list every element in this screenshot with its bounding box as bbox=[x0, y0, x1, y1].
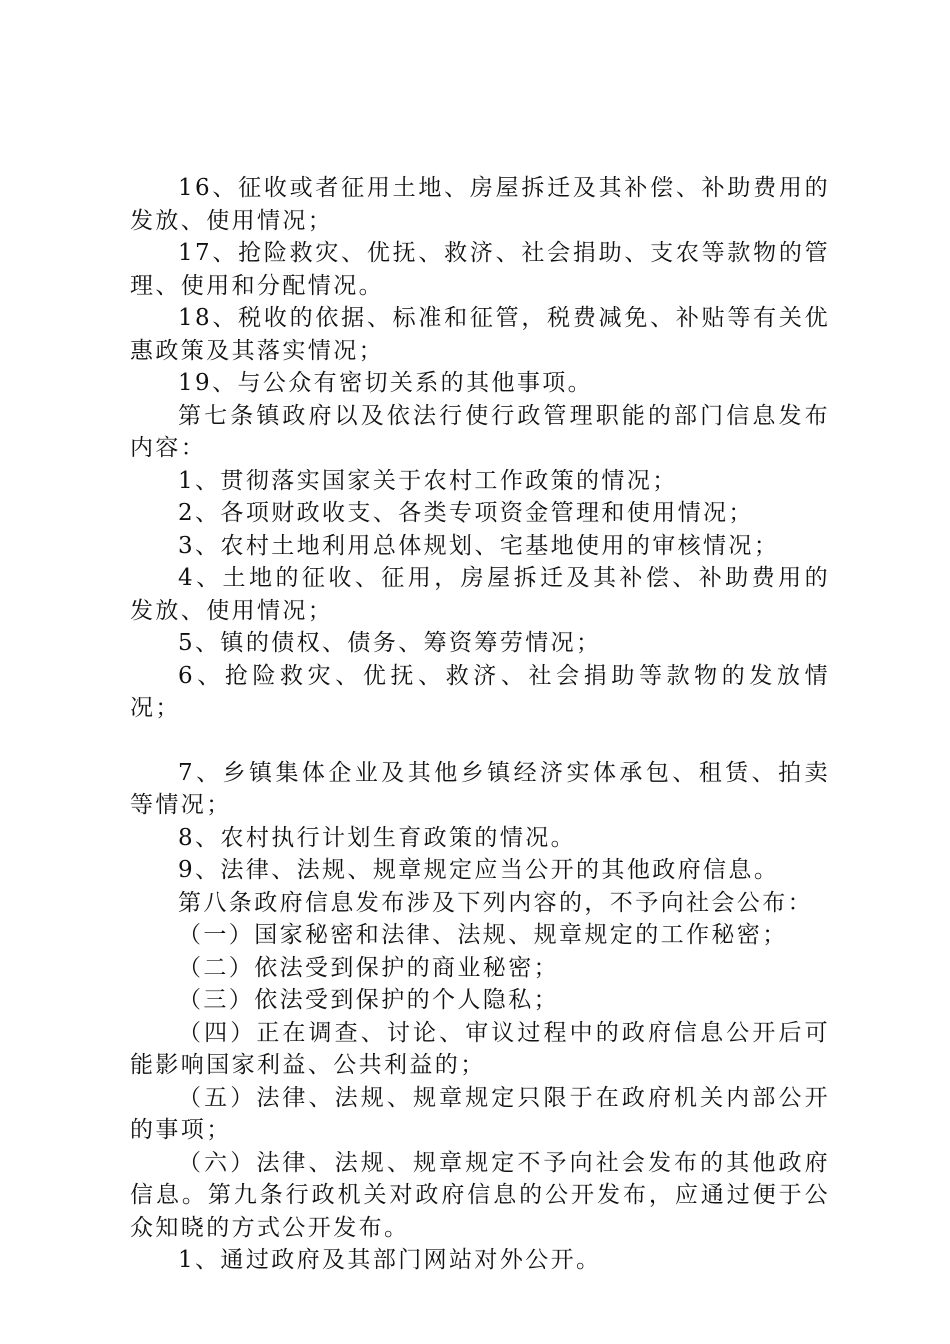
article-8-item-4: （四）正在调查、讨论、审议过程中的政府信息公开后可能影响国家利益、公共利益的； bbox=[130, 1019, 830, 1078]
paragraph-16: 16、征收或者征用土地、房屋拆迁及其补偿、补助费用的发放、使用情况； bbox=[130, 175, 830, 234]
article-9-item-1: 1、通过政府及其部门网站对外公开。 bbox=[178, 1247, 602, 1273]
article-7-item-5: 5、镇的债权、债务、筹资筹劳情况； bbox=[178, 630, 602, 656]
paragraph-19: 19、与公众有密切关系的其他事项。 bbox=[178, 370, 594, 396]
article-7-item-4: 4、土地的征收、征用，房屋拆迁及其补偿、补助费用的发放、使用情况； bbox=[130, 565, 830, 624]
article-8-item-1: （一）国家秘密和法律、法规、规章规定的工作秘密； bbox=[178, 922, 788, 948]
article-8-item-3: （三）依法受到保护的个人隐私； bbox=[178, 987, 559, 1013]
article-7-item-1: 1、贯彻落实国家关于农村工作政策的情况； bbox=[178, 467, 678, 494]
article-7-item-9: 9、法律、法规、规章规定应当公开的其他政府信息。 bbox=[178, 857, 780, 883]
article-7-item-7: 7、乡镇集体企业及其他乡镇经济实体承包、租赁、拍卖等情况； bbox=[130, 759, 830, 818]
document-body bbox=[130, 172, 830, 1277]
article-8-item-5: （五）法律、法规、规章规定只限于在政府机关内部公开的事项； bbox=[130, 1084, 830, 1143]
article-8-heading: 第八条政府信息发布涉及下列内容的，不予向社会公布： bbox=[178, 889, 813, 916]
article-8-item-2: （二）依法受到保护的商业秘密； bbox=[178, 954, 559, 981]
article-7-item-3: 3、农村土地利用总体规划、宅基地使用的审核情况； bbox=[178, 532, 780, 559]
paragraph-18: 18、税收的依据、标准和征管，税费减免、补贴等有关优惠政策及其落实情况； bbox=[130, 305, 830, 364]
article-7-item-8: 8、农村执行计划生育政策的情况。 bbox=[178, 824, 577, 851]
article-7-heading: 第七条镇政府以及依法行使行政管理职能的部门信息发布内容： bbox=[130, 402, 830, 461]
paragraph-17: 17、抢险救灾、优抚、救济、社会捐助、支农等款物的管理、使用和分配情况。 bbox=[130, 240, 830, 299]
blank-line bbox=[130, 725, 830, 757]
article-8-item-6-and-article-9: （六）法律、法规、规章规定不予向社会发布的其他政府信息。第九条行政机关对政府信息的公开发布，应通过便于公众知晓的方式公开发布。 bbox=[130, 1149, 830, 1241]
article-7-item-6: 6、抢险救灾、优抚、救济、社会捐助等款物的发放情况； bbox=[130, 662, 830, 721]
article-7-item-2: 2、各项财政收支、各类专项资金管理和使用情况； bbox=[178, 500, 754, 526]
